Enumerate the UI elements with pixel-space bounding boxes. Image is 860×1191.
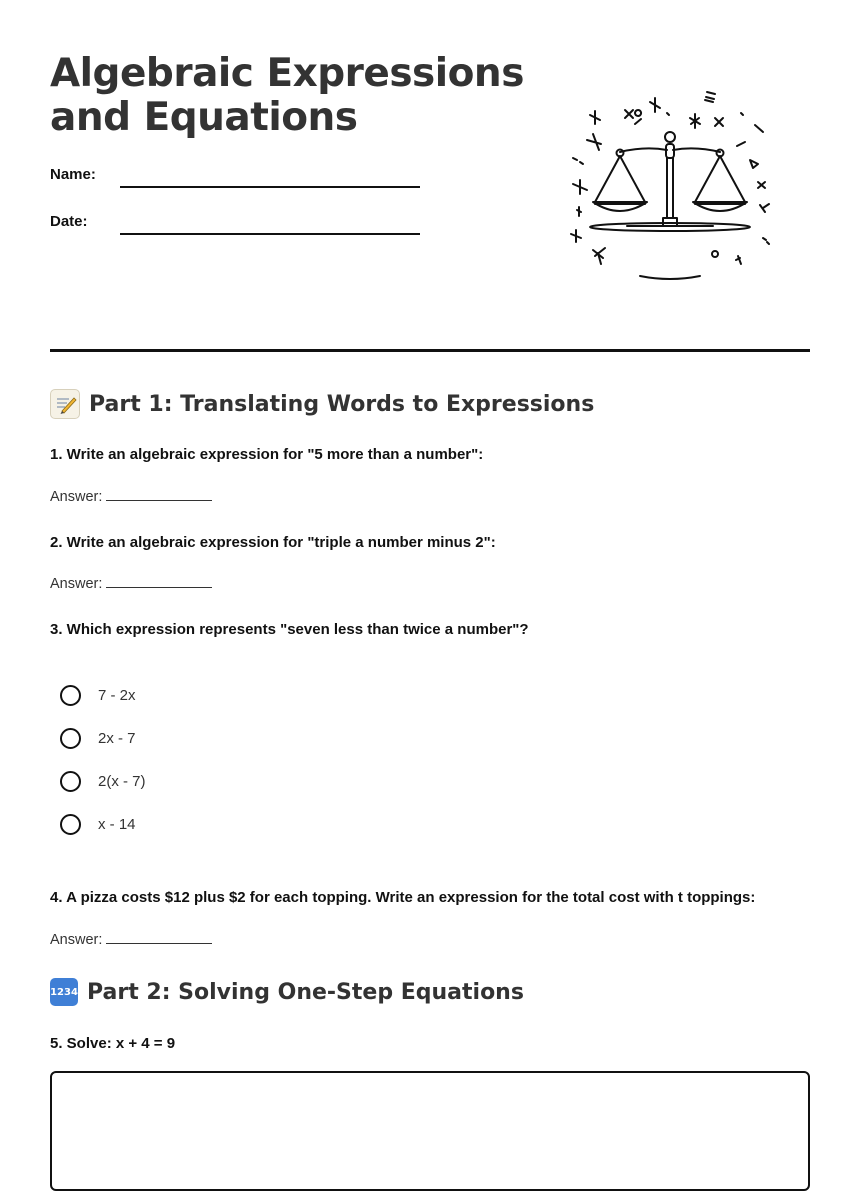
- date-field[interactable]: [120, 233, 420, 235]
- work-area-box[interactable]: [50, 1071, 810, 1191]
- option-1[interactable]: [60, 685, 136, 706]
- answer-1[interactable]: [50, 488, 212, 505]
- answer-2[interactable]: [50, 575, 212, 592]
- option-label: x - 14: [98, 816, 136, 833]
- question-2: 2. Write an algebraic expression for "triple a number minus 2":: [50, 534, 496, 551]
- option-2[interactable]: [60, 728, 136, 749]
- question-5: 5. Solve: x + 4 = 9: [50, 1035, 176, 1052]
- name-field[interactable]: [120, 186, 420, 188]
- option-label: 7 - 2x: [98, 687, 136, 704]
- question-3: 3. Which expression represents "seven less than twice a number"?: [50, 621, 529, 638]
- option-3[interactable]: [60, 771, 146, 792]
- memo-icon: [50, 389, 80, 419]
- date-label: Date:: [50, 213, 88, 230]
- worksheet-title: [50, 52, 524, 140]
- answer-1-label: Answer:: [50, 489, 103, 505]
- radio-button[interactable]: [60, 814, 81, 835]
- title-line-2: and Equations: [50, 95, 358, 140]
- answer-4-blank[interactable]: [106, 931, 212, 944]
- option-4[interactable]: [60, 814, 136, 835]
- answer-2-blank[interactable]: [106, 575, 212, 588]
- part2-heading: [50, 978, 524, 1006]
- radio-button[interactable]: [60, 728, 81, 749]
- balance-scale-icon: [555, 80, 785, 290]
- radio-button[interactable]: [60, 771, 81, 792]
- name-label: Name:: [50, 166, 96, 183]
- option-label: 2(x - 7): [98, 773, 146, 790]
- section-divider: [50, 349, 810, 352]
- option-label: 2x - 7: [98, 730, 136, 747]
- title-line-1: Algebraic Expressions: [50, 51, 524, 96]
- question-1: 1. Write an algebraic expression for "5 more than a number":: [50, 446, 484, 463]
- answer-1-blank[interactable]: [106, 488, 212, 501]
- answer-2-label: Answer:: [50, 576, 103, 592]
- question-4: 4. A pizza costs $12 plus $2 for each topping. Write an expression for the total cost with t toppings:: [50, 889, 756, 906]
- part1-heading: [50, 389, 594, 419]
- part2-heading-text: Part 2: Solving One-Step Equations: [87, 979, 524, 1005]
- worksheet-page: [50, 0, 810, 1161]
- radio-button[interactable]: [60, 685, 81, 706]
- part1-heading-text: Part 1: Translating Words to Expressions: [89, 391, 595, 417]
- answer-4[interactable]: [50, 931, 212, 948]
- answer-4-label: Answer:: [50, 932, 103, 948]
- input-numbers-icon: 1234: [50, 978, 78, 1006]
